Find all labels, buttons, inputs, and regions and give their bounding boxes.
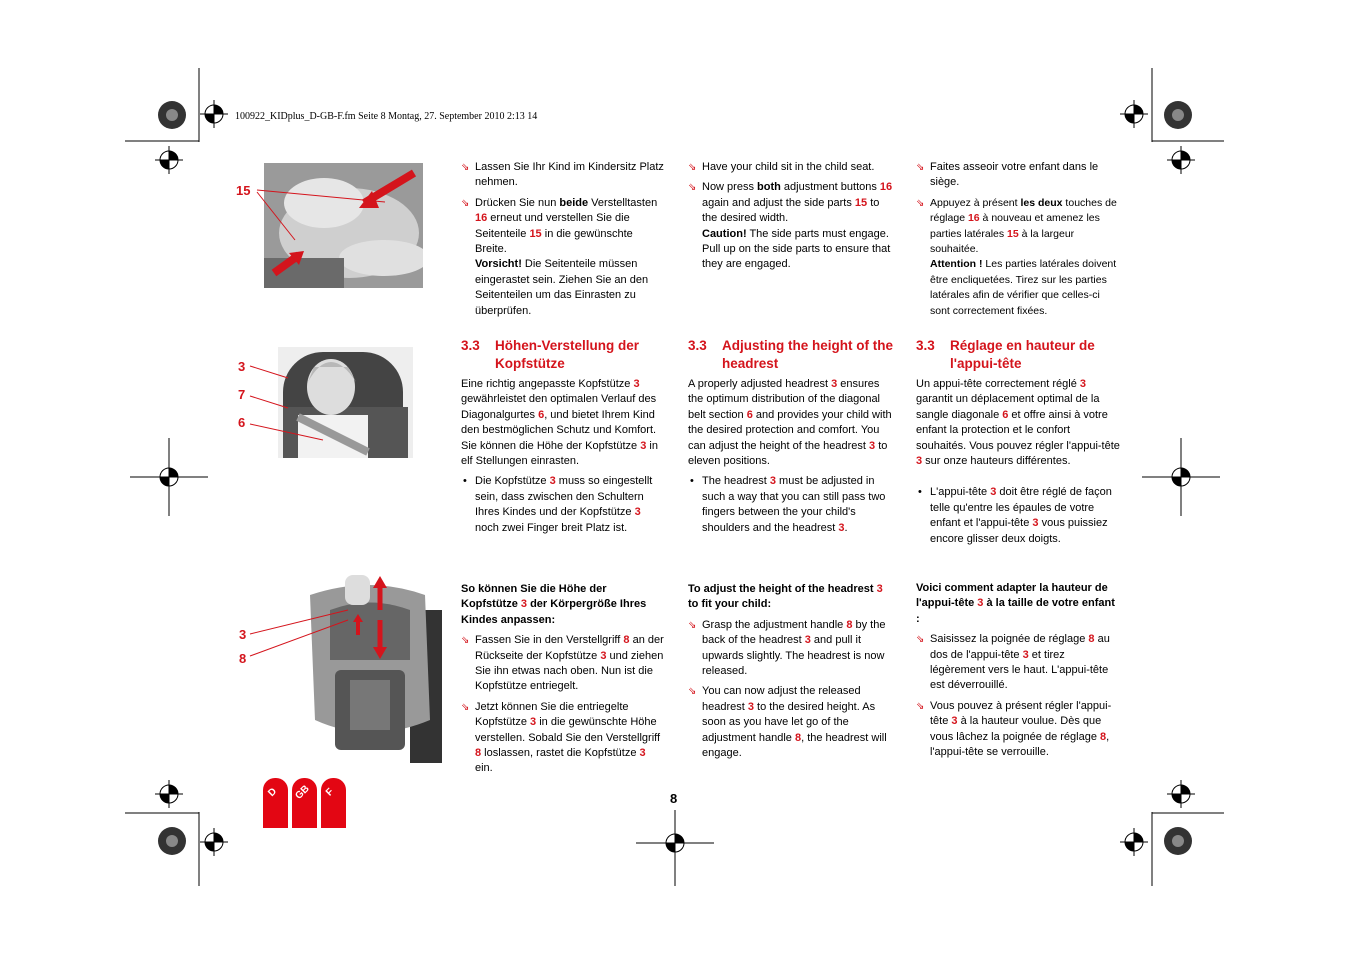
- section-heading: 3.3 Adjusting the height of the headrest: [688, 338, 893, 371]
- arrow-bullet-icon: ⇘: [688, 619, 697, 631]
- figure2-label-6: 6: [238, 415, 246, 430]
- column-english-section: 3.3 Adjusting the height of the headrest A properly adjusted headrest 3 ensures the optimum distribution of the diagonal belt section 6 and provides your child with the desired protection and comfort. You can adjust the height of the headrest 3 to eleven positions. • The headrest 3 must be adjusted in such a way that you can still pass two fingers between the your child's shoulders and the headrest 3.: [688, 338, 893, 534]
- section-heading: 3.3 Höhen-Verstellung der Kopfstütze: [461, 338, 640, 371]
- language-tab-gb[interactable]: GB: [292, 778, 317, 828]
- figure3-leader-lines: [248, 600, 368, 670]
- file-header: 100922_KIDplus_D-GB-F.fm Seite 8 Montag, 27. September 2010 2:13 14: [235, 111, 538, 122]
- arrow-bullet-icon: ⇘: [916, 700, 925, 712]
- figure2-leader-lines: [248, 360, 338, 450]
- figure2-label-3: 3: [238, 359, 246, 374]
- arrow-bullet-icon: ⇘: [688, 182, 697, 194]
- figure1-label-15: 15: [236, 183, 251, 198]
- arrow-bullet-icon: ⇘: [916, 197, 925, 209]
- arrow-bullet-icon: ⇘: [916, 634, 925, 646]
- arrow-bullet-icon: ⇘: [461, 197, 470, 209]
- column-french-section: 3.3 Réglage en hauteur de l'appui-tête Un appui-tête correctement réglé 3 garantit un déplacement optimal de la sangle diagonale 6 et offre ainsi à votre enfant la protection et le confort souhaités. Vous pouvez régler l'appui-tête 3 sur onze hauteurs différentes. • L'appui-tête 3 doit être réglé de façon telle qu'entre les épaules de votre enfant et l'appui-tête 3 vous puissiez encore glisser deux doigts.: [916, 338, 1120, 545]
- figure3-label-3: 3: [239, 627, 247, 642]
- arrow-bullet-icon: ⇘: [688, 686, 697, 698]
- column-english-steps: To adjust the height of the headrest 3 to fit your child: ⇘ Grasp the adjustment handle 8 by the back of the headrest 3 and pull it upwards slightly. The headrest is now released. ⇘ You can now adjust the released headrest 3 to the desired height. As soon as you have let go of the adjustment handle 8, the headrest will engage.: [688, 583, 887, 760]
- language-tab-de[interactable]: D: [263, 778, 288, 828]
- arrow-bullet-icon: ⇘: [916, 162, 925, 173]
- figure3-label-8: 8: [239, 651, 247, 666]
- column-german: ⇘ Lassen Sie Ihr Kind im Kindersitz Platz nehmen. ⇘ Drücken Sie nun beide Verstelltasten 16 erneut und verstellen Sie die Seitenteile 15 in die gewünschte Breite. Vorsicht! Die Seitenteile müssen eingerastet sein. Ziehen Sie an den Seitenteilen um das Einrasten zu überprüfen.: [461, 161, 664, 317]
- arrow-bullet-icon: ⇘: [461, 635, 470, 647]
- figure2-label-7: 7: [238, 387, 246, 402]
- arrow-bullet-icon: ⇘: [461, 162, 470, 173]
- column-german-steps: So können Sie die Höhe der Kopfstütze 3 der Körpergröße Ihres Kindes anpassen: ⇘ Fassen Sie in den Verstellgriff 8 an der Rückseite der Kopfstütze 3 und ziehen Sie ihn etwas nach oben. Nun ist die Kopfstütze entriegelt. ⇘ Jetzt können Sie die entriegelte Kopfstütze 3 in die gewünschte Höhe verstellen. Sobald Sie den Verstellgriff 8 loslassen, rastet die Kopfstütze 3 ein.: [461, 583, 664, 775]
- column-english: ⇘ Have your child sit in the child seat. ⇘ Now press both adjustment buttons 16 again and adjust the side parts 15 to the desired width. Caution! The side parts must engage. Pull up on the side parts to ensure that they are engaged.: [688, 161, 893, 271]
- column-french-steps: Voici comment adapter la hauteur de l'appui-tête 3 à la taille de votre enfant : ⇘ Saisissez la poignée de réglage 8 au dos de l'appui-tête 3 et tirez légèrement vers le haut. L'appui-tête est déverrouillé. ⇘ Vous pouvez à présent régler l'appui-tête 3 à la hauteur voulue. Dès que vous lâchez la poignée de réglage 8, l'appui-tête se verrouille.: [916, 582, 1115, 759]
- page-number: 8: [670, 791, 678, 806]
- figure1-leader-lines: [255, 180, 395, 260]
- arrow-bullet-icon: ⇘: [461, 701, 470, 713]
- language-tab-f[interactable]: F: [321, 778, 346, 828]
- arrow-bullet-icon: ⇘: [688, 162, 697, 173]
- column-german-section: 3.3 Höhen-Verstellung der Kopfstütze Eine richtig angepasste Kopfstütze 3 gewährleistet den optimalen Verlauf des Diagonalgurtes 6, und bietet Ihrem Kind den bestmöglichen Schutz und Komfort. Sie können die Höhe der Kopfstütze 3 in elf Stellungen einrasten. • Die Kopfstütze 3 muss so eingestellt sein, dass zwischen den Schultern Ihres Kindes und der Kopfstütze 3 noch zwei Finger breit Platz ist.: [461, 337, 666, 541]
- column-french: ⇘ Faites asseoir votre enfant dans le siège. ⇘ Appuyez à présent les deux touches de réglage 16 à nouveau et amenez les parties latérales 15 à la largeur souhaitée. Attention ! Les parties latérales doivent être encliquetées. Tirez sur les parties latérales afin de vérifier que celles-ci sont correctement fixées.: [916, 161, 1117, 317]
- section-heading: 3.3 Réglage en hauteur de l'appui-tête: [916, 338, 1095, 371]
